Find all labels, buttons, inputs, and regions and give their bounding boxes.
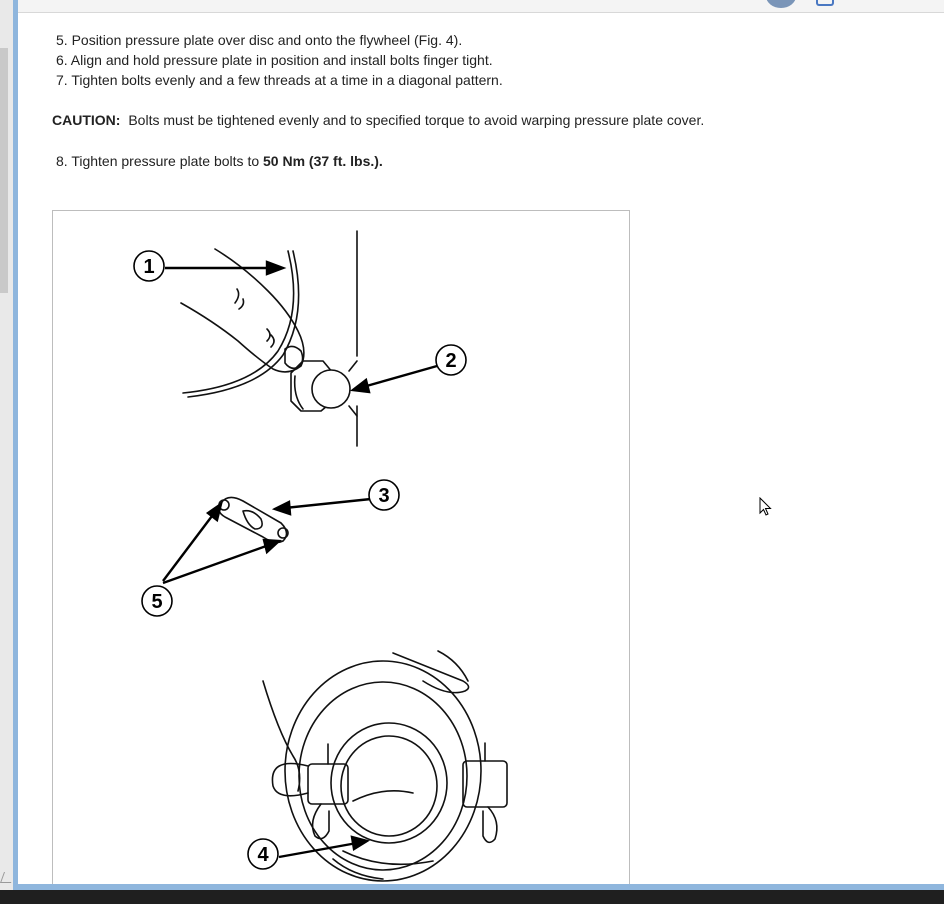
arrowhead-4 (352, 837, 367, 849)
step-6: 6. Align and hold pressure plate in position and install bolts finger tight. (56, 52, 493, 68)
finger-crease-1 (235, 289, 244, 309)
window-border-left (13, 0, 18, 890)
hand-finger (393, 653, 469, 693)
leader-2 (363, 366, 437, 387)
callout-label-4: 4 (257, 844, 269, 866)
step-5: 5. Position pressure plate over disc and onto the flywheel (Fig. 4). (56, 32, 463, 48)
right-clip-spring (483, 807, 497, 842)
top-toolbar (0, 0, 944, 13)
document-content (52, 30, 912, 185)
bearing-detail (353, 791, 413, 801)
arrowhead-5b (264, 540, 279, 552)
arrowhead-3 (275, 502, 290, 514)
left-clip-spring (313, 804, 329, 839)
leader-4 (279, 843, 357, 857)
figure-illustration (53, 211, 629, 891)
bolt-edge-top (349, 361, 357, 371)
flywheel-arc-inner (188, 251, 299, 397)
bearing-base (343, 851, 433, 864)
vertical-scrollbar-thumb[interactable] (0, 48, 8, 293)
callout-label-2: 2 (445, 350, 457, 372)
step-7: 7. Tighten bolts evenly and a few threads at a time in a diagonal pattern. (56, 72, 503, 88)
right-clip-block (463, 761, 507, 807)
bolt-edge-bottom (349, 406, 357, 416)
step-8-text: 8. Tighten pressure plate bolts to (56, 153, 264, 169)
taskbar-strip (0, 890, 944, 904)
caution-note (52, 110, 912, 130)
left-fork-arm (272, 764, 308, 796)
app-icon[interactable] (816, 0, 834, 6)
clip-center (243, 511, 262, 529)
arrowhead-1 (267, 262, 283, 274)
callout-label-3: 3 (378, 485, 390, 507)
leader-3 (285, 499, 371, 508)
bolt-thread (295, 376, 303, 409)
bearing-outer (285, 661, 481, 881)
mouse-pointer-icon (759, 497, 773, 517)
bolt-head (312, 370, 350, 408)
user-avatar-icon[interactable] (766, 0, 796, 8)
torque-value: 50 Nm (37 ft. lbs.). (263, 153, 383, 169)
bearing-ring (299, 682, 467, 870)
step-8 (52, 151, 912, 171)
pressure-plate-figure (52, 210, 630, 892)
finger-crease-2 (267, 329, 274, 347)
callout-label-1: 1 (143, 256, 155, 278)
leader-5a (163, 512, 215, 581)
callout-label-5: 5 (151, 591, 163, 613)
bearing-inner (341, 736, 437, 836)
flywheel-arc-outer (183, 251, 294, 393)
fork-line (263, 681, 300, 791)
arrowhead-2 (353, 380, 369, 392)
leader-5b (163, 545, 269, 583)
caution-text: Bolts must be tightened evenly and to specified torque to avoid warping pressure plate cover. (128, 112, 705, 128)
caution-label: CAUTION: (52, 112, 121, 128)
